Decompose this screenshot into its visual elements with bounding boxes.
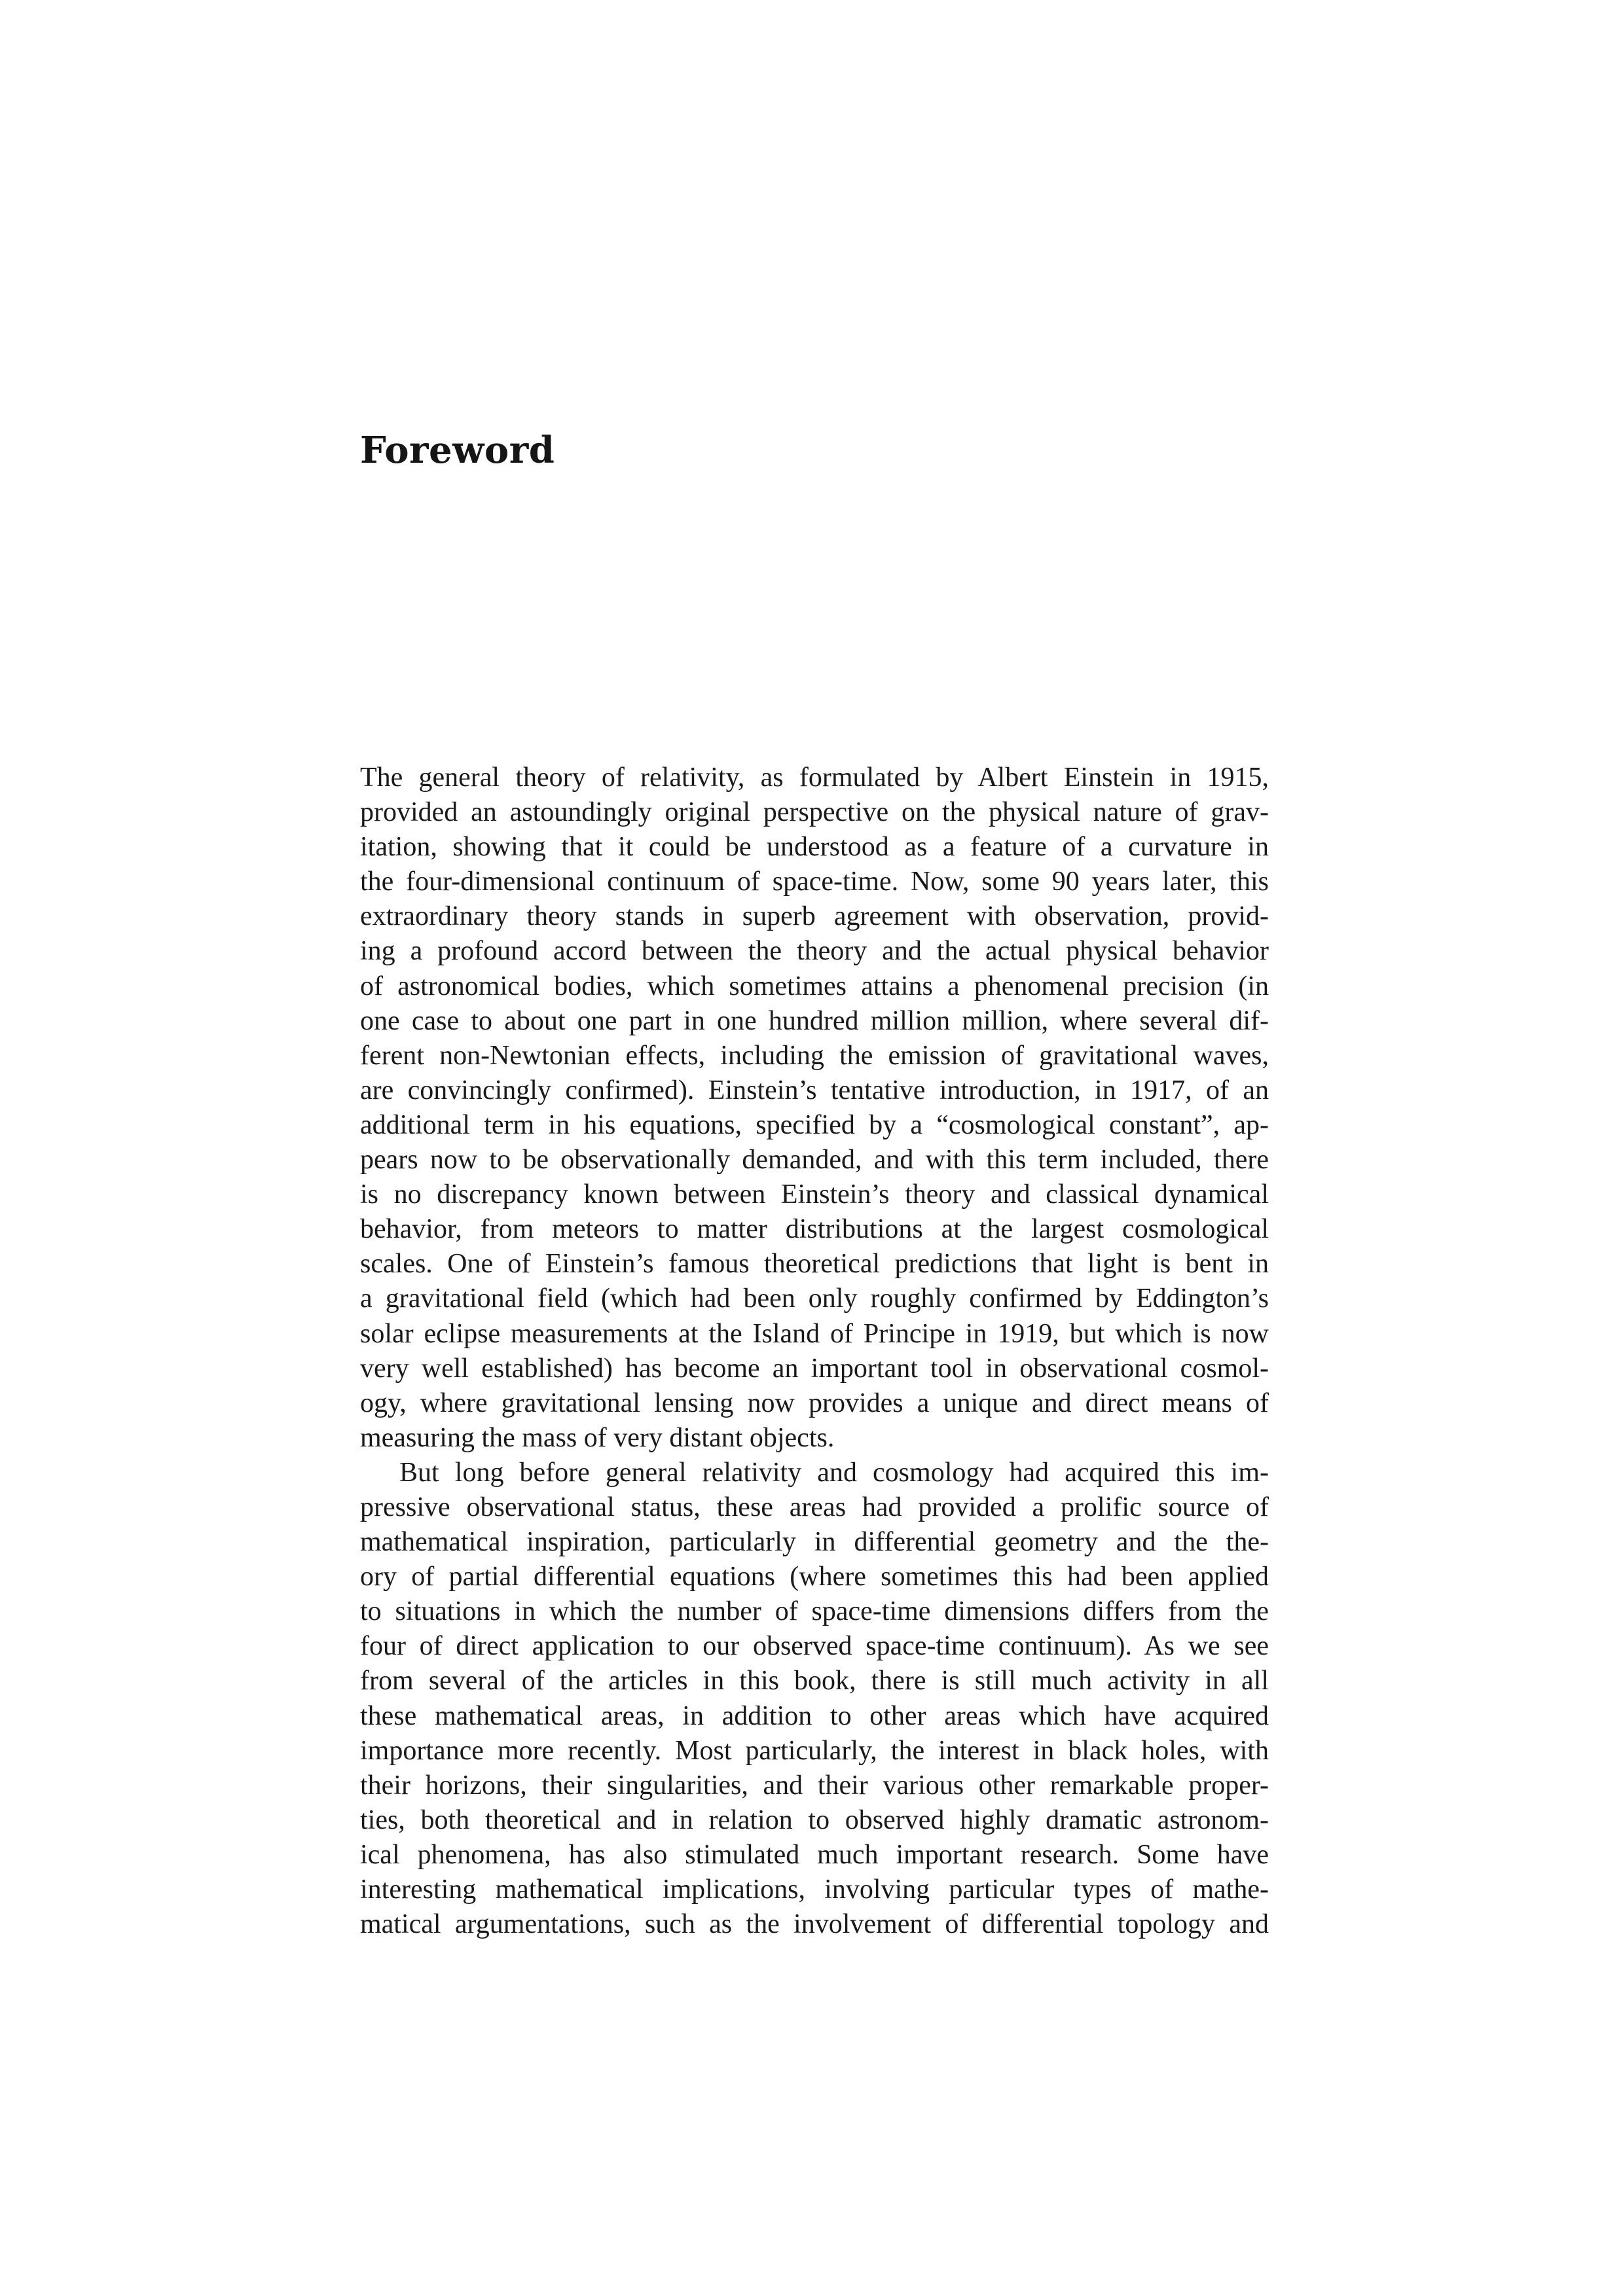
text-line: from several of the articles in this book, there is still much activity in all [360,1666,1269,1696]
text-line: importance more recently. Most particularly, the interest in black holes, with [360,1735,1269,1766]
text-line: itation, showing that it could be understood as a feature of a curvature in [360,832,1269,863]
text-line: solar eclipse measurements at the Island of Principe in 1919, but which is now [360,1318,1269,1349]
text-line: ical phenomena, has also stimulated much important research. Some have [360,1839,1269,1870]
text-line: a gravitational field (which had been only roughly confirmed by Eddington’s [360,1283,1269,1314]
paragraph-2 [360,1456,1269,1942]
text-line: scales. One of Einstein’s famous theoretical predictions that light is bent in [360,1249,1269,1280]
text-line: very well established) has become an important tool in observational cosmol- [360,1353,1269,1384]
text-line: The general theory of relativity, as formulated by Albert Einstein in 1915, [360,762,1269,793]
text-line: behavior, from meteors to matter distributions at the largest cosmological [360,1214,1269,1245]
text-line: interesting mathematical implications, involving particular types of mathe- [360,1874,1269,1905]
text-line: measuring the mass of very distant objects. [360,1422,835,1453]
text-line: But long before general relativity and cosmology had acquired this im- [399,1457,1269,1488]
foreword-body [360,761,1269,1942]
text-line: the four-dimensional continuum of space-time. Now, some 90 years later, this [360,867,1269,897]
text-line: ferent non-Newtonian effects, including the emission of gravitational waves, [360,1040,1269,1071]
paragraph-1 [360,761,1269,1456]
text-line: their horizons, their singularities, and their various other remarkable proper- [360,1770,1269,1801]
text-line: four of direct application to our observed space-time continuum). As we see [360,1631,1269,1662]
text-line: additional term in his equations, specified by a “cosmological constant”, ap- [360,1109,1269,1140]
text-line: are convincingly confirmed). Einstein’s tentative introduction, in 1917, of an [360,1075,1269,1105]
text-line: mathematical inspiration, particularly in differential geometry and the the- [360,1527,1269,1558]
text-line: is no discrepancy known between Einstein’s theory and classical dynamical [360,1179,1269,1210]
text-line: one case to about one part in one hundred million million, where several dif- [360,1005,1269,1036]
text-line: extraordinary theory stands in superb agreement with observation, provid- [360,901,1269,932]
text-line: to situations in which the number of space-time dimensions differs from the [360,1596,1269,1627]
text-line: ties, both theoretical and in relation to observed highly dramatic astronom- [360,1804,1269,1835]
text-line: pears now to be observationally demanded, and with this term included, there [360,1145,1269,1175]
text-line: ogy, where gravitational lensing now provides a unique and direct means of [360,1388,1269,1418]
text-line: ory of partial differential equations (where sometimes this had been applied [360,1562,1269,1592]
text-line: of astronomical bodies, which sometimes attains a phenomenal precision (in [360,971,1269,1001]
text-line: matical argumentations, such as the involvement of differential topology and [360,1909,1269,1940]
text-line: provided an astoundingly original perspective on the physical nature of grav- [360,797,1269,828]
text-line: these mathematical areas, in addition to other areas which have acquired [360,1700,1269,1731]
text-line: ing a profound accord between the theory and the actual physical behavior [360,936,1269,967]
chapter-title: Foreword [360,429,555,472]
text-line: pressive observational status, these areas had provided a prolific source of [360,1492,1269,1522]
